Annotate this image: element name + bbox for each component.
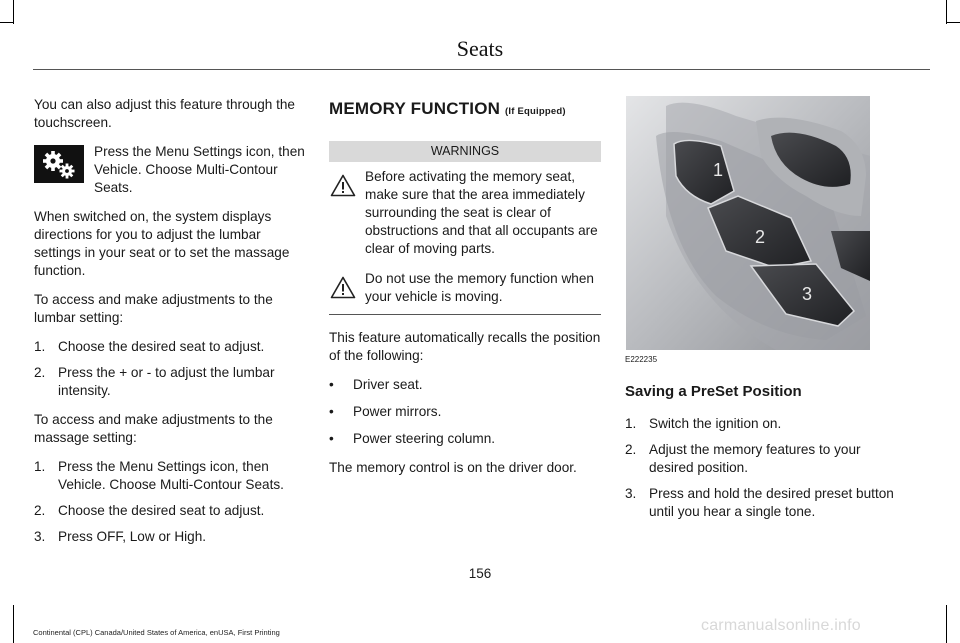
subheading: Saving a PreSet Position: [625, 383, 802, 400]
bullet-text: Power steering column.: [353, 431, 496, 446]
warning-text: Do not use the memory function when your vehicle is moving.: [365, 271, 594, 304]
list-item: [34, 528, 306, 546]
massage-steps: [34, 458, 306, 546]
right-column: [625, 96, 897, 532]
step-text: Press and hold the desired preset button until you hear a single tone.: [649, 486, 894, 519]
button-label-1: 1: [713, 160, 724, 180]
image-code: E222235: [625, 355, 658, 364]
step-text: Press the Menu Settings icon, then Vehicle. Choose Multi-Contour Seats.: [58, 459, 284, 492]
page-title: Seats: [456, 36, 504, 61]
preset-steps: [625, 415, 897, 521]
icon-instruction: [34, 143, 306, 197]
paragraph: To access and make adjustments to the lumbar setting:: [34, 292, 273, 325]
bullet: •: [329, 377, 334, 392]
list-item: [329, 430, 601, 448]
watermark: carmanualsonline.info: [701, 617, 861, 634]
step-number: 1.: [34, 459, 46, 474]
icon-instruction-text: Press the Menu Settings icon, then Vehicle. Choose Multi-Contour Seats.: [94, 144, 305, 195]
paragraph: The memory control is on the driver door.: [329, 460, 577, 475]
bullet-text: Driver seat.: [353, 377, 423, 392]
list-item: [625, 485, 897, 521]
paragraph: To access and make adjustments to the massage setting:: [34, 412, 273, 445]
warning-block: [329, 270, 601, 306]
warnings-divider: [329, 314, 601, 315]
step-text: Press OFF, Low or High.: [58, 529, 207, 544]
step-number: 3.: [34, 529, 46, 544]
step-number: 1.: [625, 416, 637, 431]
warning-block: [329, 168, 601, 258]
button-label-2: 2: [755, 227, 766, 247]
step-text: Adjust the memory features to your desired position.: [649, 442, 861, 475]
bullet: •: [329, 431, 334, 446]
section-heading: [329, 100, 601, 121]
settings-gears-icon: [34, 145, 84, 183]
step-text: Press the + or - to adjust the lumbar intensity.: [58, 365, 275, 398]
bullet-text: Power mirrors.: [353, 404, 442, 419]
warning-triangle-icon: [330, 174, 356, 197]
list-item: [34, 502, 306, 520]
step-text: Choose the desired seat to adjust.: [58, 503, 265, 518]
list-item: [34, 364, 306, 400]
step-number: 1.: [34, 339, 46, 354]
page-number: 156: [468, 566, 492, 581]
recall-list: [329, 376, 601, 448]
step-number: 2.: [34, 503, 46, 518]
middle-column: [329, 96, 601, 488]
section-heading-text: MEMORY FUNCTION: [329, 99, 501, 118]
warning-text: Before activating the memory seat, make sure that the area immediately surrounding the seat is clear of obstructions and that all occupants are clear of moving parts.: [365, 169, 598, 256]
paragraph: When switched on, the system displays directions for you to adjust the lumbar settings in your seat or to set the massage function.: [34, 209, 290, 278]
crop-mark: [946, 605, 947, 643]
step-number: 2.: [34, 365, 46, 380]
left-column: [34, 96, 306, 557]
list-item: [34, 338, 306, 356]
crop-mark: [946, 22, 960, 23]
crop-mark: [13, 0, 14, 24]
step-number: 3.: [625, 486, 637, 501]
step-number: 2.: [625, 442, 637, 457]
list-item: [625, 415, 897, 433]
heading-note: (If Equipped): [505, 106, 566, 117]
button-label-3: 3: [802, 284, 813, 304]
paragraph: This feature automatically recalls the position of the following:: [329, 330, 601, 363]
list-item: [329, 403, 601, 421]
crop-mark: [13, 605, 14, 643]
bullet: •: [329, 404, 334, 419]
warning-triangle-icon: [330, 276, 356, 299]
list-item: [329, 376, 601, 394]
crop-mark: [946, 0, 947, 24]
list-item: [34, 458, 306, 494]
list-item: [625, 441, 897, 477]
memory-buttons-illustration: [626, 96, 870, 350]
lumbar-steps: [34, 338, 306, 400]
warnings-header: WARNINGS: [329, 141, 601, 162]
header-divider: [33, 69, 930, 70]
step-text: Choose the desired seat to adjust.: [58, 339, 265, 354]
footer-text: Continental (CPL) Canada/United States of America, enUSA, First Printing: [33, 628, 280, 637]
crop-mark: [0, 22, 14, 23]
intro-text: You can also adjust this feature through the touchscreen.: [34, 97, 295, 130]
step-text: Switch the ignition on.: [649, 416, 782, 431]
